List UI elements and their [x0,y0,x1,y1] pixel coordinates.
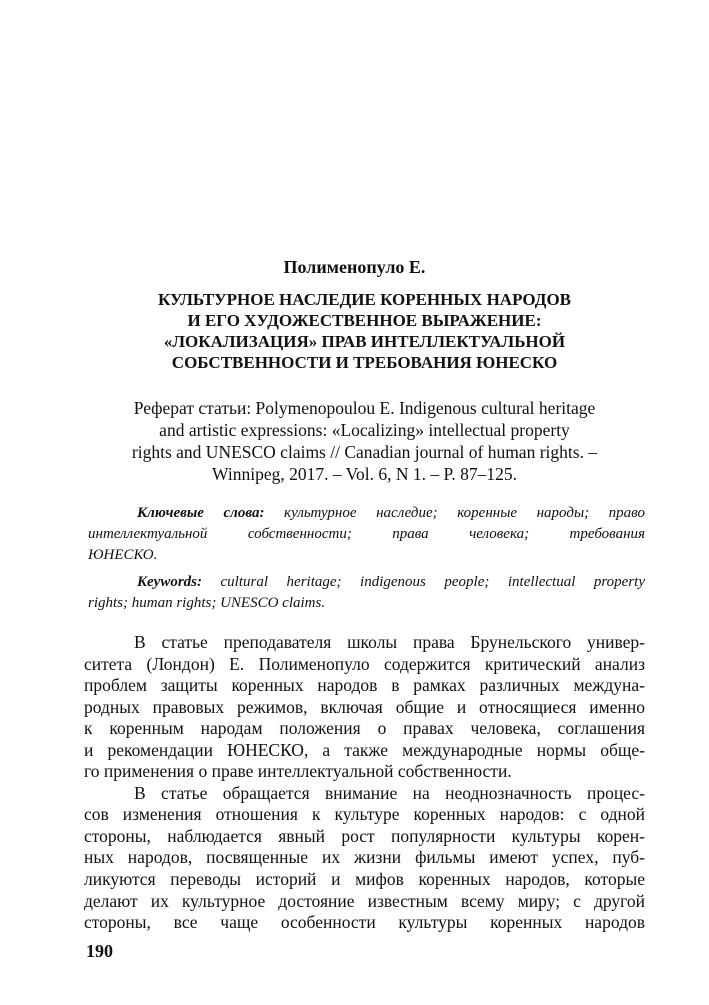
body-text [84,632,645,934]
paragraph-line: ликуются переводы историй и мифов коренных народов, которые [84,869,645,890]
page-number: 190 [86,941,113,961]
keywords-label: Keywords: [137,574,202,590]
abstract-line: rights and UNESCO claims // Canadian journal of human rights. – [131,442,598,462]
paragraph-line: проблем защиты коренных народов в рамках различных междуна- [84,675,645,696]
keywords-line: Keywords: cultural heritage; indigenous people; intellectual property [137,574,645,590]
keywords-line: Ключевые слова: культурное наследие; коренные народы; право [137,505,645,521]
paragraph-line: стороны, все чаще особенности культуры коренных народов [84,912,645,933]
abstract-line: Winnipeg, 2017. – Vol. 6, N 1. – P. 87–125. [212,464,517,484]
paragraph-line: В статье преподавателя школы права Брунельского универ- [134,632,645,652]
paragraph-line: ных народов, посвященные их жизни фильмы имеют успех, пуб- [84,847,645,868]
paragraph-line: стороны, наблюдается явный рост популярности культуры корен- [84,825,645,846]
article-title [84,289,645,373]
keywords-line: ЮНЕСКО. [88,547,158,563]
keywords-russian [88,503,645,566]
paragraph-line: сов изменения отношения к культуре коренных народов: с одной [84,804,645,825]
abstract-line: and artistic expressions: «Localizing» intellectual property [159,420,570,440]
paragraph-line: го применения о праве интеллектуальной собственности. [84,761,512,782]
paragraph-line: делают их культурное достояние известным всему миру; с другой [84,890,645,911]
paragraph-line: и рекомендации ЮНЕСКО, а также международные нормы обще- [84,739,645,760]
abstract-reference [84,397,645,485]
title-line: СОБСТВЕННОСТИ И ТРЕБОВАНИЯ ЮНЕСКО [171,353,558,372]
title-line: «ЛОКАЛИЗАЦИЯ» ПРАВ ИНТЕЛЛЕКТУАЛЬНОЙ [163,332,566,351]
paragraph-line: к коренным народам положения о правах человека, соглашения [84,718,645,739]
paragraph-line: ситета (Лондон) Е. Полименопуло содержится критический анализ [84,653,645,674]
author-name: Полименопуло Е. [283,257,426,277]
abstract-line: Реферат статьи: Polymenopoulou E. Indigenous cultural heritage [133,398,596,418]
title-line: КУЛЬТУРНОЕ НАСЛЕДИЕ КОРЕННЫХ НАРОДОВ [157,290,572,309]
keywords-label: Ключевые слова: [137,505,265,521]
title-line: И ЕГО ХУДОЖЕСТВЕННОЕ ВЫРАЖЕНИЕ: [187,311,542,330]
keywords-english [88,572,645,614]
paragraph-line: родных правовых режимов, включая общие и относящиеся именно [84,696,645,717]
keywords-line: rights; human rights; UNESCO claims. [88,595,326,611]
keywords-line: интеллектуальной собственности; права человека; требования [88,526,645,542]
paragraph-line: В статье обращается внимание на неоднозначность процес- [134,782,645,803]
